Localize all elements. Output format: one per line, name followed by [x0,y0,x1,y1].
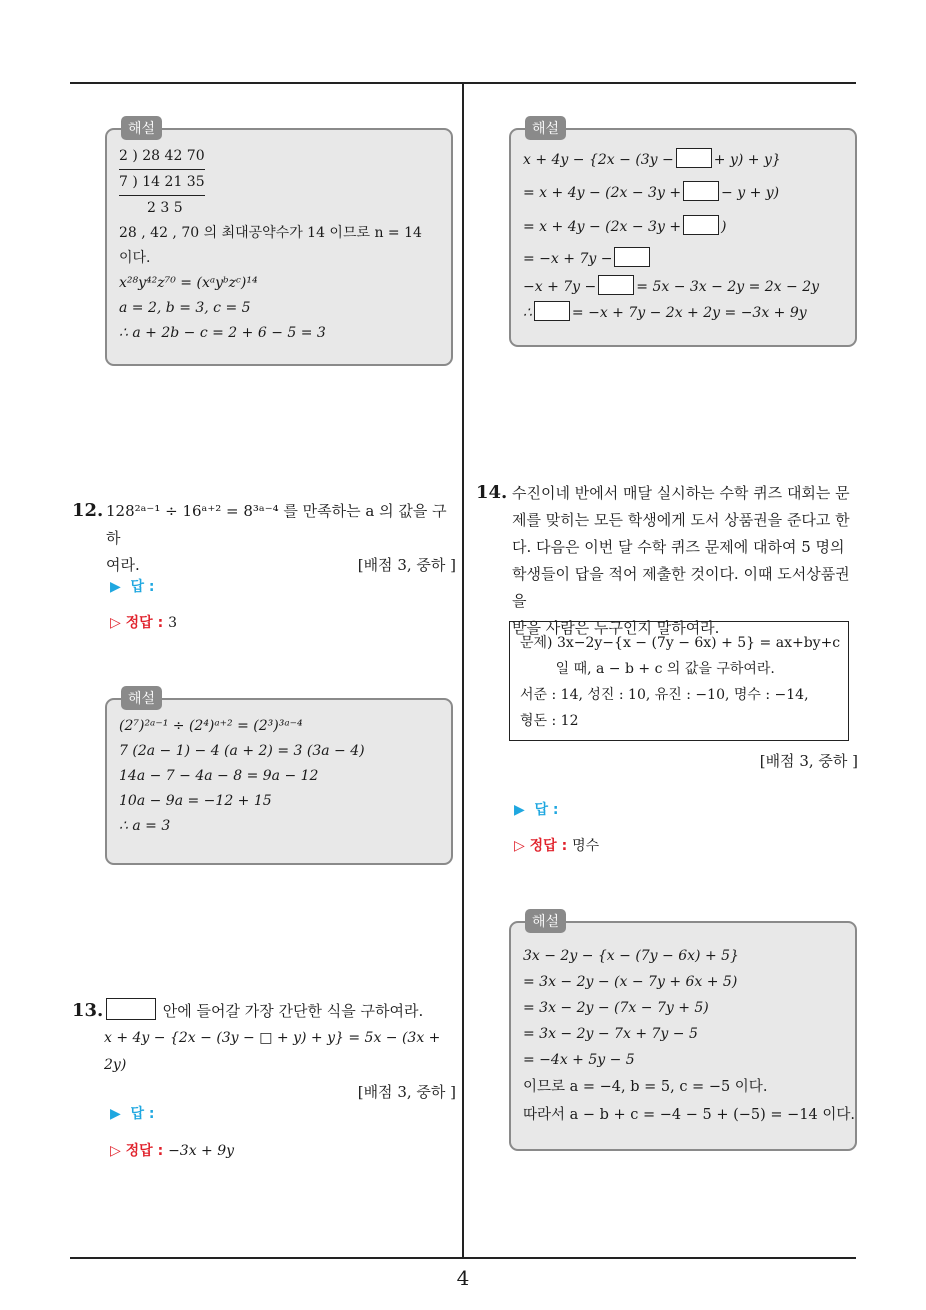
q14-score: [배점 3, 중하 ] [759,752,858,770]
q13-line-1: 안에 들어갈 가장 간단한 식을 구하여라. [104,998,456,1025]
q13-number: 13. [72,1000,104,1021]
q13-answer-label: ▶ 답 : [110,1106,155,1122]
gcd-text: 28 , 42 , 70 의 최대공약수가 14 이므로 n = 14 [119,225,422,241]
q14-problem-frame [509,621,849,741]
correct-arrow-icon: ▷ [110,615,121,631]
q13-score: [배점 3, 중하 ] [357,1083,456,1101]
q14-step-2: = 3x − 2y − (x − 7y + 6x + 5) [523,974,738,990]
q13-step-4: = −x + 7y − [523,244,843,274]
q13-step-3: = x + 4y − (2x − 3y + ) [523,210,843,244]
q12-score: [배점 3, 중하 ] [357,556,456,574]
q14-line-4: 학생들이 답을 적어 제출한 것이다. 이때 도서상품권을 [512,565,850,610]
q14-answer-label: ▶ 답 : [514,802,559,818]
q12-step-1: (2⁷)²ᵃ⁻¹ ÷ (2⁴)ᵃ⁺² = (2³)³ᵃ⁻⁴ [119,718,303,734]
blank-box [683,215,719,235]
blank-box [534,301,570,321]
q12-question [106,498,456,579]
q13-step-2: = x + 4y − (2x − 3y + − y + y) [523,176,843,210]
q14-step-6: 이므로 a = −4, b = 5, c = −5 이다. [523,1079,768,1095]
q13-step-1: x + 4y − {2x − (3y − + y) + y} [523,144,843,176]
blank-box [683,181,719,201]
q12-step-2: 7 (2a − 1) − 4 (a + 2) = 3 (3a − 4) [119,743,365,759]
correct-arrow-icon: ▷ [514,838,525,854]
q13-step-5: −x + 7y − = 5x − 3x − 2y = 2x − 2y [523,274,843,300]
q14-number: 14. [476,482,508,503]
page-number: 4 [456,1266,470,1290]
gcd-text-end: 이다. [119,250,151,266]
q12-line-2: 여라. [배점 3, 중하 ] [106,552,456,579]
q14-answer-value: 명수 [572,838,600,854]
q13-answer-value: −3x + 9y [168,1143,235,1159]
solution-tag: 해설 [121,686,162,710]
correct-arrow-icon: ▷ [110,1143,121,1159]
answer-arrow-icon: ▶ [514,802,525,818]
q14-correct-answer: ▷ 정답 : 명수 [514,838,600,854]
q12-line-1: 128²ᵃ⁻¹ ÷ 16ᵃ⁺² = 8³ᵃ⁻⁴ 를 만족하는 a 의 값을 구하 [106,502,447,547]
q12-number: 12. [72,500,104,521]
q12-step-4: 10a − 9a = −12 + 15 [119,793,272,809]
q14-step-1: 3x − 2y − {x − (7y − 6x) + 5} [523,948,739,964]
values-line: a = 2, b = 3, c = 5 [119,300,251,316]
q11-solution-box [105,121,453,366]
division-line-3: 2 3 5 [147,200,183,216]
blank-box [614,247,650,267]
q14-question [512,480,860,642]
solution-tag: 해설 [525,116,566,140]
q14-frame-line-1: 문제) 3x−2y−{x − (7y − 6x) + 5} = ax+by+c [520,635,841,651]
q14-frame-line-4: 형돈 : 12 [520,713,579,729]
blank-box [676,148,712,168]
result-line: ∴ a + 2b − c = 2 + 6 − 5 = 3 [119,325,326,341]
q14-step-3: = 3x − 2y − (7x − 7y + 5) [523,1000,709,1016]
q14-frame-line-3: 서준 : 14, 성진 : 10, 유진 : −10, 명수 : −14, [520,687,809,703]
solution-tag: 해설 [121,116,162,140]
q12-answer-value: 3 [168,615,177,631]
solution-tag: 해설 [525,909,566,933]
q14-solution-box [509,914,857,1151]
division-line-2: 7 ) 14 21 35 [119,170,439,196]
q14-line-2: 제를 맞히는 모든 학생에게 도서 상품권을 준다고 한 [512,511,850,529]
q14-step-5: = −4x + 5y − 5 [523,1052,635,1068]
q13-solution-box [509,121,857,347]
q12-step-3: 14a − 7 − 4a − 8 = 9a − 12 [119,768,319,784]
answer-arrow-icon: ▶ [110,1106,121,1122]
blank-box [598,275,634,295]
q14-step-7: 따라서 a − b + c = −4 − 5 + (−5) = −14 이다. [523,1107,856,1123]
division-line-1: 2 ) 28 42 70 [119,144,439,170]
q12-answer-label: ▶ 답 : [110,579,155,595]
answer-arrow-icon: ▶ [110,579,121,595]
q12-correct-answer: ▷ 정답 : 3 [110,615,177,631]
q13-line-2: x + 4y − {2x − (3y − □ + y) + y} = 5x − (3x + 2y) [104,1030,441,1073]
blank-box [106,998,156,1020]
q13-step-6: ∴ = −x + 7y − 2x + 2y = −3x + 9y [523,300,843,326]
q13-correct-answer: ▷ 정답 : −3x + 9y [110,1143,235,1159]
q13-question [104,998,456,1106]
column-divider [462,82,464,1258]
q12-solution-box [105,691,453,865]
q14-line-3: 다. 다음은 이번 달 수학 퀴즈 문제에 대하여 5 명의 [512,538,845,556]
q14-line-1: 수진이네 반에서 매달 실시하는 수학 퀴즈 대회는 문 [512,484,850,502]
q14-frame-line-2: 일 때, a − b + c 의 값을 구하여라. [520,661,775,677]
q12-step-5: ∴ a = 3 [119,818,171,834]
q14-line-5: 받을 사람은 누구인지 말하여라. [512,619,720,637]
q14-step-4: = 3x − 2y − 7x + 7y − 5 [523,1026,698,1042]
equation-line: x²⁸y⁴²z⁷⁰ = (xᵃyᵇzᶜ)¹⁴ [119,275,258,291]
